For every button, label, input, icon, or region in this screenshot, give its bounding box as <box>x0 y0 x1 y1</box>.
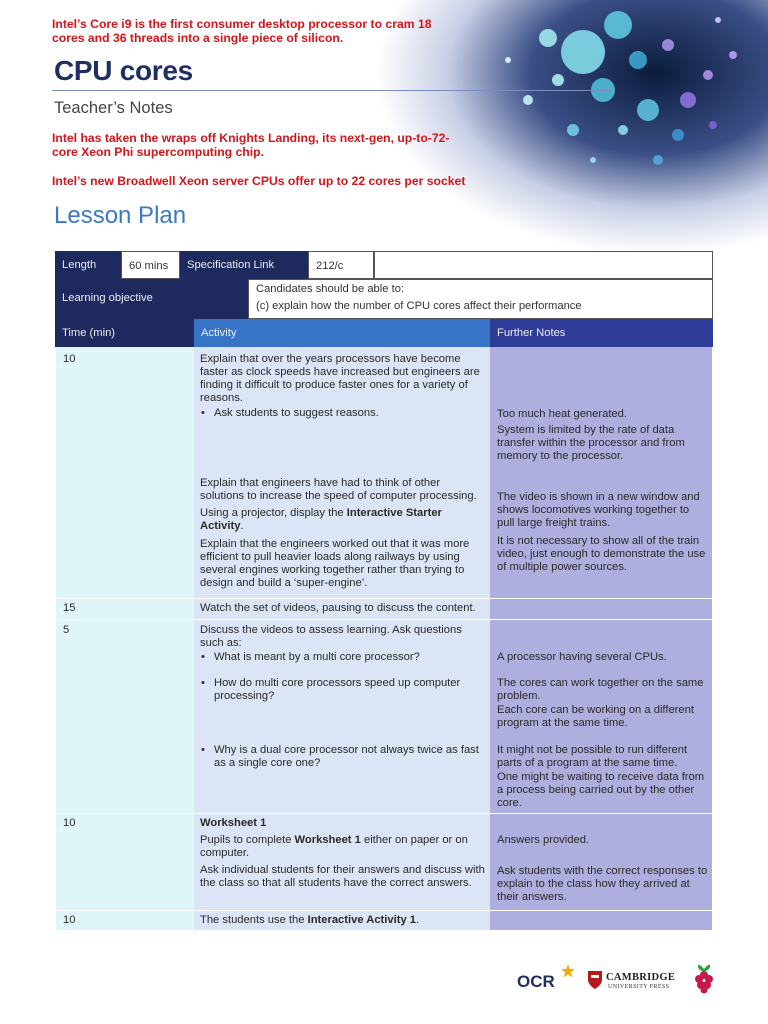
ocr-logo: OCR <box>517 972 555 991</box>
note-text: One might be waiting to receive data from a process being carried out by the other core. <box>497 771 705 809</box>
activity-text: Watch the set of videos, pausing to discuss the content. <box>200 602 476 614</box>
activity-text: Explain that the engineers worked out that it was more efficient to pull heavier loads along railways by using several engines working together rather than trying to design and build a ‘super-engine’. <box>200 538 470 589</box>
length-value: 60 mins <box>121 251 180 279</box>
objective-line-1: Candidates should be able to: <box>256 283 405 295</box>
row-divider <box>56 813 712 814</box>
row-time: 15 <box>63 602 76 614</box>
footer-logos <box>517 962 722 998</box>
note-text: Too much heat generated. <box>497 408 627 420</box>
note-text: Answers provided. <box>497 834 590 846</box>
raspberry-pi-icon <box>691 962 717 996</box>
cambridge-subtitle: UNIVERSITY PRESS <box>608 984 670 990</box>
note-text: Ask students with the correct responses to explain to the class how they arrived at their answers. <box>497 865 708 903</box>
activity-bullet: • What is meant by a multi core processor? <box>214 651 484 664</box>
worksheet-heading: Worksheet 1 <box>200 817 267 829</box>
column-header-time: Time (min) <box>55 319 194 347</box>
note-text: A processor having several CPUs. <box>497 651 667 663</box>
cambridge-logo: CAMBRIDGE <box>606 972 676 983</box>
cambridge-crest-icon <box>587 970 603 990</box>
row-divider <box>56 619 712 620</box>
note-text: System is limited by the rate of data transfer within the processor and from memory to the processor. <box>497 424 685 462</box>
row-time: 10 <box>63 914 76 926</box>
star-icon <box>561 964 575 978</box>
title-divider <box>52 90 612 91</box>
note-text: It is not necessary to show all of the train video, just enough to demonstrate the use of multiple power sources. <box>497 535 706 573</box>
column-header-activity: Activity <box>194 319 490 347</box>
activity-bullet: • How do multi core processors speed up computer processing? <box>214 677 484 703</box>
note-text: It might not be possible to run different parts of a program at the same time. <box>497 744 688 769</box>
spec-link-label: Specification Link <box>180 251 308 279</box>
page-title: CPU cores <box>54 55 193 86</box>
activity-text: The students use the Interactive Activity 1. <box>200 914 420 926</box>
info-blank-cell <box>374 251 713 279</box>
section-heading: Lesson Plan <box>54 202 187 229</box>
activity-text: Explain that engineers have had to think of other solutions to increase the speed of computer processing. <box>200 477 477 502</box>
activity-text: Explain that over the years processors have become faster as clock speeds have increased but engineers are finding it difficult to produce faster ones for a variety of reasons. <box>200 353 480 404</box>
row-divider <box>56 910 712 911</box>
objective-label: Learning objective <box>55 279 248 319</box>
activity-text: Using a projector, display the Interactive Starter Activity. <box>200 507 442 532</box>
column-header-notes: Further Notes <box>490 319 713 347</box>
activity-text: Ask individual students for their answers and discuss with the class so that all students have the correct answers. <box>200 864 485 889</box>
time-column <box>56 347 194 930</box>
activity-bullet: • Why is a dual core processor not always twice as fast as a single core one? <box>214 744 484 770</box>
note-text: Each core can be working on a different program at the same time. <box>497 704 694 729</box>
row-time: 10 <box>63 353 76 365</box>
row-divider <box>56 598 712 599</box>
objective-line-2: (c) explain how the number of CPU cores affect their performance <box>256 300 582 312</box>
objective-text <box>248 279 713 319</box>
red-note-3: Intel’s new Broadwell Xeon server CPUs offer up to 22 cores per socket <box>52 174 466 188</box>
spec-link-value: 212/c <box>308 251 374 279</box>
activity-text: Discuss the videos to assess learning. Ask questions such as: <box>200 624 462 649</box>
row-time: 10 <box>63 817 76 829</box>
note-text: The cores can work together on the same problem. <box>497 677 704 702</box>
red-note-2: Intel has taken the wraps off Knights Landing, its next-gen, up-to-72-core Xeon Phi supercomputing chip. <box>52 131 450 159</box>
note-text: The video is shown in a new window and shows locomotives working together to pull large freight trains. <box>497 491 700 529</box>
row-time: 5 <box>63 624 70 636</box>
page-subtitle: Teacher’s Notes <box>54 99 173 117</box>
length-label: Length <box>55 251 121 279</box>
red-note-1: Intel’s Core i9 is the first consumer desktop processor to cram 18 cores and 36 threads into a single piece of silicon. <box>52 17 432 45</box>
activity-text: Pupils to complete Worksheet 1 either on paper or on computer. <box>200 834 468 859</box>
activity-bullet: • Ask students to suggest reasons. <box>214 407 484 420</box>
